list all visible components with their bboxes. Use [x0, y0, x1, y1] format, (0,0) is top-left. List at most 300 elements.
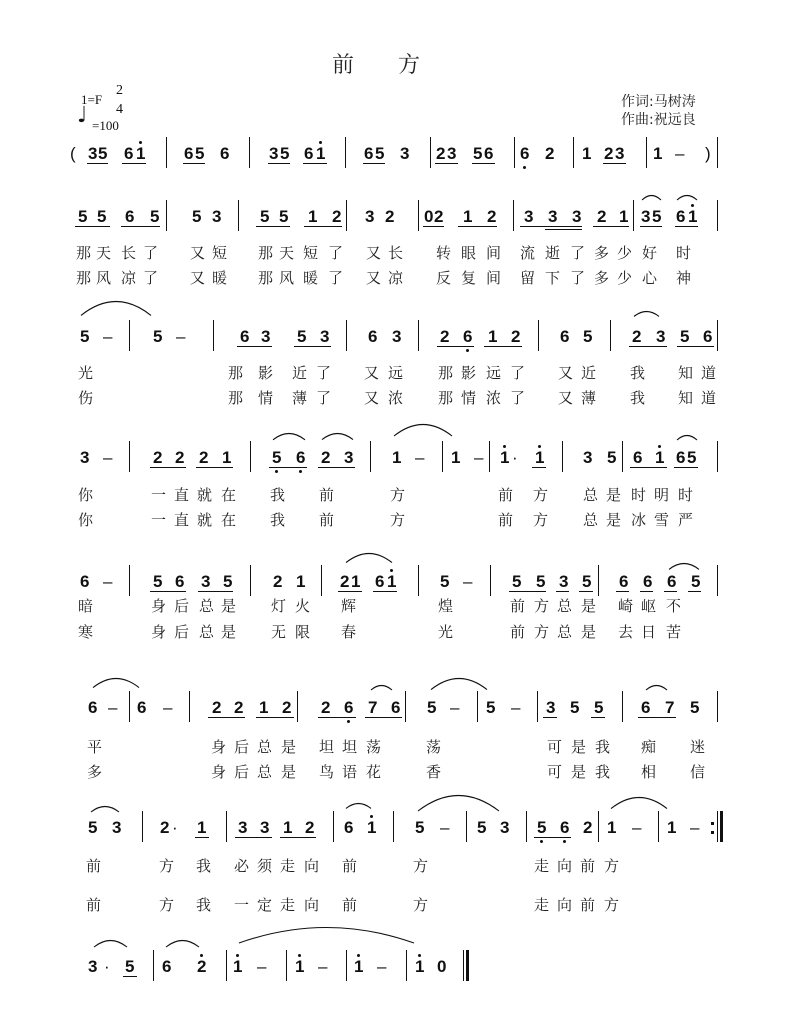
lyric-char: 去 [618, 623, 634, 641]
lyric-char: 时 [631, 486, 647, 504]
note: 3 [269, 144, 279, 163]
note: 6 [368, 327, 378, 346]
note: 6 [560, 818, 570, 837]
high-octave-dot [357, 954, 360, 957]
note: 5 [594, 698, 604, 717]
note: 1 [387, 572, 397, 591]
lyric-char: 直 [174, 511, 190, 529]
barline [226, 950, 227, 981]
lyric-char: 必 [234, 857, 250, 875]
note: 6 [296, 448, 306, 467]
note: 2 [197, 957, 207, 976]
note: 2 [487, 207, 497, 226]
note: 5 [192, 207, 202, 226]
note: 5 [427, 698, 437, 717]
note: 5 [78, 207, 88, 226]
sustain-dash: – [675, 144, 685, 163]
lyric-char: 前 [580, 896, 596, 914]
lyric-char: 可 [547, 763, 563, 781]
note: 2 [436, 144, 446, 163]
lyric-char: 平 [87, 738, 103, 756]
note: 6 [344, 698, 354, 717]
lyric-char: 前 [498, 486, 514, 504]
lyric-char: 了 [510, 389, 526, 407]
lyric-char: 总 [583, 486, 599, 504]
note: 5 [150, 207, 160, 226]
note: 1 [295, 957, 305, 976]
note: 6 [304, 144, 314, 163]
lyric-char: 后 [174, 597, 190, 615]
lyric-char: 我 [595, 763, 611, 781]
lyric-char: 冰 [631, 511, 647, 529]
time-signature-denominator: 4 [116, 102, 123, 117]
note: 6 [88, 698, 98, 717]
lyric-char: 总 [557, 597, 573, 615]
open-paren: ( [70, 144, 76, 163]
slur-arc [93, 939, 128, 948]
tempo-value: =100 [92, 118, 119, 133]
lyric-char: 情 [258, 389, 274, 407]
note: 6 [667, 572, 677, 591]
lyric-char: 薄 [581, 389, 597, 407]
note: 6 [633, 448, 643, 467]
lyric-char: 多 [594, 269, 610, 287]
note: 3 [656, 327, 666, 346]
lyric-char: 苦 [666, 623, 682, 641]
note: 2 [321, 448, 331, 467]
lyric-char: 一 [151, 486, 167, 504]
lyric-char: 前 [498, 511, 514, 529]
lyric-char: 总 [257, 763, 273, 781]
note: 5 [223, 572, 233, 591]
note: 1 [653, 144, 663, 163]
note: 5 [536, 572, 546, 591]
lyric-char: 知 [678, 364, 694, 382]
lyric-char: 后 [174, 623, 190, 641]
note: 3 [201, 572, 211, 591]
sustain-dash: – [511, 698, 521, 717]
note: 5 [153, 572, 163, 591]
lyric-char: 了 [570, 269, 586, 287]
lyric-char: 了 [510, 364, 526, 382]
note: 3 [238, 818, 248, 837]
augmentation-dot: · [104, 957, 110, 976]
note: 2 [332, 207, 342, 226]
lyric-char: 流 [520, 244, 536, 262]
note: 5 [582, 572, 592, 591]
sustain-dash: – [176, 327, 186, 346]
note: 5 [691, 572, 701, 591]
note: 1 [354, 957, 364, 976]
note: 1 [607, 818, 617, 837]
lyric-char: 又 [558, 389, 574, 407]
note: 2 [511, 327, 521, 346]
lyric-char: 远 [388, 364, 404, 382]
note: 2 [340, 572, 350, 591]
lyric-char: 间 [486, 244, 502, 262]
note: 6 [80, 572, 90, 591]
lyric-char: 了 [316, 389, 332, 407]
lyric-char: 坦 [319, 738, 335, 756]
lyric-char: 限 [295, 623, 311, 641]
song-title: 前方 [332, 53, 465, 78]
lyric-char: 前 [510, 597, 526, 615]
note: 1 [351, 572, 361, 591]
lyric-char: 我 [270, 486, 286, 504]
note: 1 [308, 207, 318, 226]
lyric-char: 是 [571, 738, 587, 756]
note: 2 [153, 448, 163, 467]
sustain-dash: – [463, 572, 473, 591]
lyric-char: 就 [197, 486, 213, 504]
lyric-char: 又 [190, 269, 206, 287]
lyric-char: 向 [557, 857, 573, 875]
lyric-char: 我 [630, 364, 646, 382]
note: 2 [321, 698, 331, 717]
close-paren: ) [705, 144, 711, 163]
note: 6 [162, 957, 172, 976]
note: 5 [570, 698, 580, 717]
note: 1 [197, 818, 207, 837]
lyric-char: 凉 [388, 269, 404, 287]
lyric-char: 是 [221, 623, 237, 641]
lyric-char: 方 [390, 486, 406, 504]
note: 2 [273, 572, 283, 591]
lyric-char: 了 [143, 269, 159, 287]
lyric-char: 在 [221, 486, 237, 504]
lyric-char: 前 [86, 857, 102, 875]
note: 6 [175, 572, 185, 591]
quarter-note-icon: ♩ [77, 103, 88, 128]
lyric-char: 方 [390, 511, 406, 529]
lyric-char: 影 [258, 364, 274, 382]
note: 6 [676, 207, 686, 226]
note: 7 [368, 698, 378, 717]
note: 6 [124, 144, 134, 163]
lyric-char: 了 [143, 244, 159, 262]
lyric-char: 方 [534, 597, 550, 615]
lyric-char: 后 [234, 763, 250, 781]
lyric-char: 是 [571, 763, 587, 781]
note: 2 [199, 448, 209, 467]
note: 1 [582, 144, 592, 163]
note: 6 [560, 327, 570, 346]
lyric-char: 我 [196, 896, 212, 914]
lyric-char: 火 [295, 597, 311, 615]
lyric-char: 方 [159, 857, 175, 875]
note: 5 [583, 327, 593, 346]
note: 1 [283, 818, 293, 837]
note: 6 [484, 144, 494, 163]
sustain-dash: – [377, 957, 387, 976]
lyric-char: 定 [257, 896, 273, 914]
lyric-char: 是 [581, 597, 597, 615]
lyric-char: 我 [196, 857, 212, 875]
lyric-char: 那 [258, 244, 274, 262]
lyric-char: 反 [436, 269, 452, 287]
augmentation-dot: · [512, 448, 518, 467]
note: 2 [583, 818, 593, 837]
lyric-char: 远 [486, 364, 502, 382]
lyric-char: 走 [534, 857, 550, 875]
lyric-char: 我 [595, 738, 611, 756]
note: 3 [546, 698, 556, 717]
note: 5 [272, 448, 282, 467]
note: 5 [473, 144, 483, 163]
note: 1 [415, 957, 425, 976]
note: 5 [690, 698, 700, 717]
lyric-char: 影 [461, 364, 477, 382]
lyric-char: 时 [678, 486, 694, 504]
lyric-char: 语 [342, 763, 358, 781]
lyric-char: 那 [76, 244, 92, 262]
lyric-char: 花 [366, 763, 382, 781]
note: 1 [367, 818, 377, 837]
high-octave-dot [418, 954, 421, 957]
lyric-char: 我 [270, 511, 286, 529]
note: 5 [195, 144, 205, 163]
lyric-char: 灯 [271, 597, 287, 615]
lyric-char: 坦 [342, 738, 358, 756]
key-signature: 1=F [81, 92, 103, 107]
note: 3 [112, 818, 122, 837]
note: 6 [220, 144, 230, 163]
note: 6 [643, 572, 653, 591]
lyric-char: 天 [279, 244, 295, 262]
lyric-char: 凉 [121, 269, 137, 287]
note: 6 [641, 698, 651, 717]
lyric-char: 近 [581, 364, 597, 382]
sustain-dash: – [632, 818, 642, 837]
note: 2 [440, 327, 450, 346]
sustain-dash: – [450, 698, 460, 717]
lyric-char: 那 [438, 364, 454, 382]
note: 2 [175, 448, 185, 467]
lyric-char: 是 [281, 738, 297, 756]
note: 2 [160, 818, 170, 837]
lyric-char: 道 [701, 364, 717, 382]
note: 3 [583, 448, 593, 467]
lyric-char: 方 [604, 857, 620, 875]
note: 1 [535, 448, 545, 467]
note: 6 [463, 327, 473, 346]
lyric-char: 春 [341, 623, 357, 641]
note: 3 [500, 818, 510, 837]
note: 3 [615, 144, 625, 163]
lyric-char: 方 [533, 486, 549, 504]
sustain-dash: – [103, 572, 113, 591]
lyric-char: 身 [211, 738, 227, 756]
note: 6 [520, 144, 530, 163]
lyric-char: 近 [292, 364, 308, 382]
lyric-char: 是 [221, 597, 237, 615]
lyric-char: 那 [228, 389, 244, 407]
note: 2 [282, 698, 292, 717]
barline [406, 950, 407, 981]
lyric-char: 薄 [292, 389, 308, 407]
note: 1 [619, 207, 629, 226]
lyric-char: 又 [190, 244, 206, 262]
note: 1 [667, 818, 677, 837]
sustain-dash: – [103, 448, 113, 467]
lyric-char: 向 [304, 857, 320, 875]
lyric-char: 了 [328, 244, 344, 262]
note: 6 [619, 572, 629, 591]
note: 1 [451, 448, 461, 467]
note: 5 [97, 207, 107, 226]
sustain-dash: – [318, 957, 328, 976]
lyric-char: 无 [271, 623, 287, 641]
note: 1 [463, 207, 473, 226]
note: 5 [80, 327, 90, 346]
lyric-char: 一 [234, 896, 250, 914]
note: 3 [88, 957, 98, 976]
note: 1 [655, 448, 665, 467]
lyric-char: 方 [159, 896, 175, 914]
lyric-char: 前 [510, 623, 526, 641]
note: 1 [233, 957, 243, 976]
note: 5 [280, 144, 290, 163]
note: 6 [344, 818, 354, 837]
note: 5 [440, 572, 450, 591]
lyric-char: 须 [257, 857, 273, 875]
lyric-char: 是 [606, 511, 622, 529]
note: 2 [305, 818, 315, 837]
lyric-char: 长 [121, 244, 137, 262]
lyric-char: 日 [641, 623, 657, 641]
lyric-char: 间 [486, 269, 502, 287]
lyric-char: 是 [606, 486, 622, 504]
note: 3 [641, 207, 651, 226]
lyric-char: 下 [545, 269, 561, 287]
note: 1 [392, 448, 402, 467]
lyric-char: 严 [678, 511, 694, 529]
note: 1 [136, 144, 146, 163]
barline [286, 950, 287, 981]
note: 3 [392, 327, 402, 346]
lyric-char: 荡 [426, 738, 442, 756]
lyric-char: 心 [642, 269, 658, 287]
lyric-char: 方 [533, 511, 549, 529]
lyric-char: 直 [174, 486, 190, 504]
note: 3 [320, 327, 330, 346]
lyric-char: 少 [617, 269, 633, 287]
lyric-char: 身 [151, 623, 167, 641]
augmentation-dot: · [172, 818, 178, 837]
lyric-char: 总 [557, 623, 573, 641]
note: 2 [234, 698, 244, 717]
sustain-dash: – [163, 698, 173, 717]
note: 5 [680, 327, 690, 346]
note: 3 [559, 572, 569, 591]
lyric-char: 前 [580, 857, 596, 875]
lyric-char: 那 [258, 269, 274, 287]
note: 6 [125, 207, 135, 226]
note: 3 [88, 144, 98, 163]
lyric-char: 短 [303, 244, 319, 262]
note: 1 [222, 448, 232, 467]
note: 1 [488, 327, 498, 346]
note: 6 [137, 698, 147, 717]
lyric-char: 又 [364, 364, 380, 382]
high-octave-dot [236, 954, 239, 957]
note: 5 [537, 818, 547, 837]
lyric-char: 那 [438, 389, 454, 407]
note: 1 [500, 448, 510, 467]
note: 3 [80, 448, 90, 467]
lyric-char: 我 [630, 389, 646, 407]
sustain-dash: – [440, 818, 450, 837]
lyric-char: 向 [557, 896, 573, 914]
lyric-char: 了 [570, 244, 586, 262]
note: 5 [153, 327, 163, 346]
lyric-char: 逝 [545, 244, 561, 262]
lyric-char: 香 [426, 763, 442, 781]
note: 5 [512, 572, 522, 591]
lyric-char: 又 [558, 364, 574, 382]
lyric-char: 长 [388, 244, 404, 262]
lyric-char: 知 [678, 389, 694, 407]
lyric-char: 荡 [366, 738, 382, 756]
lyric-char: 身 [211, 763, 227, 781]
note: 1 [316, 144, 326, 163]
lyric-char: 信 [690, 763, 706, 781]
note: 2 [597, 207, 607, 226]
lyric-char: 暖 [303, 269, 319, 287]
high-octave-dot [298, 954, 301, 957]
lyric-char: 方 [413, 896, 429, 914]
lyric-char: 风 [96, 269, 112, 287]
note: 3 [212, 207, 222, 226]
lyric-char: 在 [221, 511, 237, 529]
lyric-char: 好 [642, 244, 658, 262]
sustain-dash: – [108, 698, 118, 717]
lyric-char: 总 [199, 597, 215, 615]
lyric-char: 少 [617, 244, 633, 262]
lyric-char: 前 [319, 511, 335, 529]
note: 5 [297, 327, 307, 346]
note: 3 [260, 818, 270, 837]
note: 3 [548, 207, 558, 226]
lyric-char: 浓 [486, 389, 502, 407]
lyric-char: 向 [304, 896, 320, 914]
composer-credit: 作曲:祝远良 [621, 112, 696, 128]
lyric-char: 相 [641, 763, 657, 781]
note: 1 [259, 698, 269, 717]
lyric-char: 暗 [78, 597, 94, 615]
lyric-char: 迷 [690, 738, 706, 756]
sustain-dash: – [690, 818, 700, 837]
note: 5 [98, 144, 108, 163]
lyric-char: 短 [212, 244, 228, 262]
lyric-char: 走 [280, 896, 296, 914]
high-octave-dot [200, 954, 203, 957]
lyric-char: 方 [413, 857, 429, 875]
final-thick-barline [466, 950, 469, 981]
note: 2 [212, 698, 222, 717]
lyric-char: 明 [654, 486, 670, 504]
lyric-char: 了 [328, 269, 344, 287]
note: 5 [279, 207, 289, 226]
lyric-char: 留 [520, 269, 536, 287]
lyricist-credit: 作词:马树涛 [621, 94, 696, 110]
lyric-char: 鸟 [319, 763, 335, 781]
lyric-char: 你 [78, 511, 94, 529]
lyric-char: 雪 [654, 511, 670, 529]
note: 6 [391, 698, 401, 717]
lyric-char: 前 [86, 896, 102, 914]
lyric-char: 你 [78, 486, 94, 504]
